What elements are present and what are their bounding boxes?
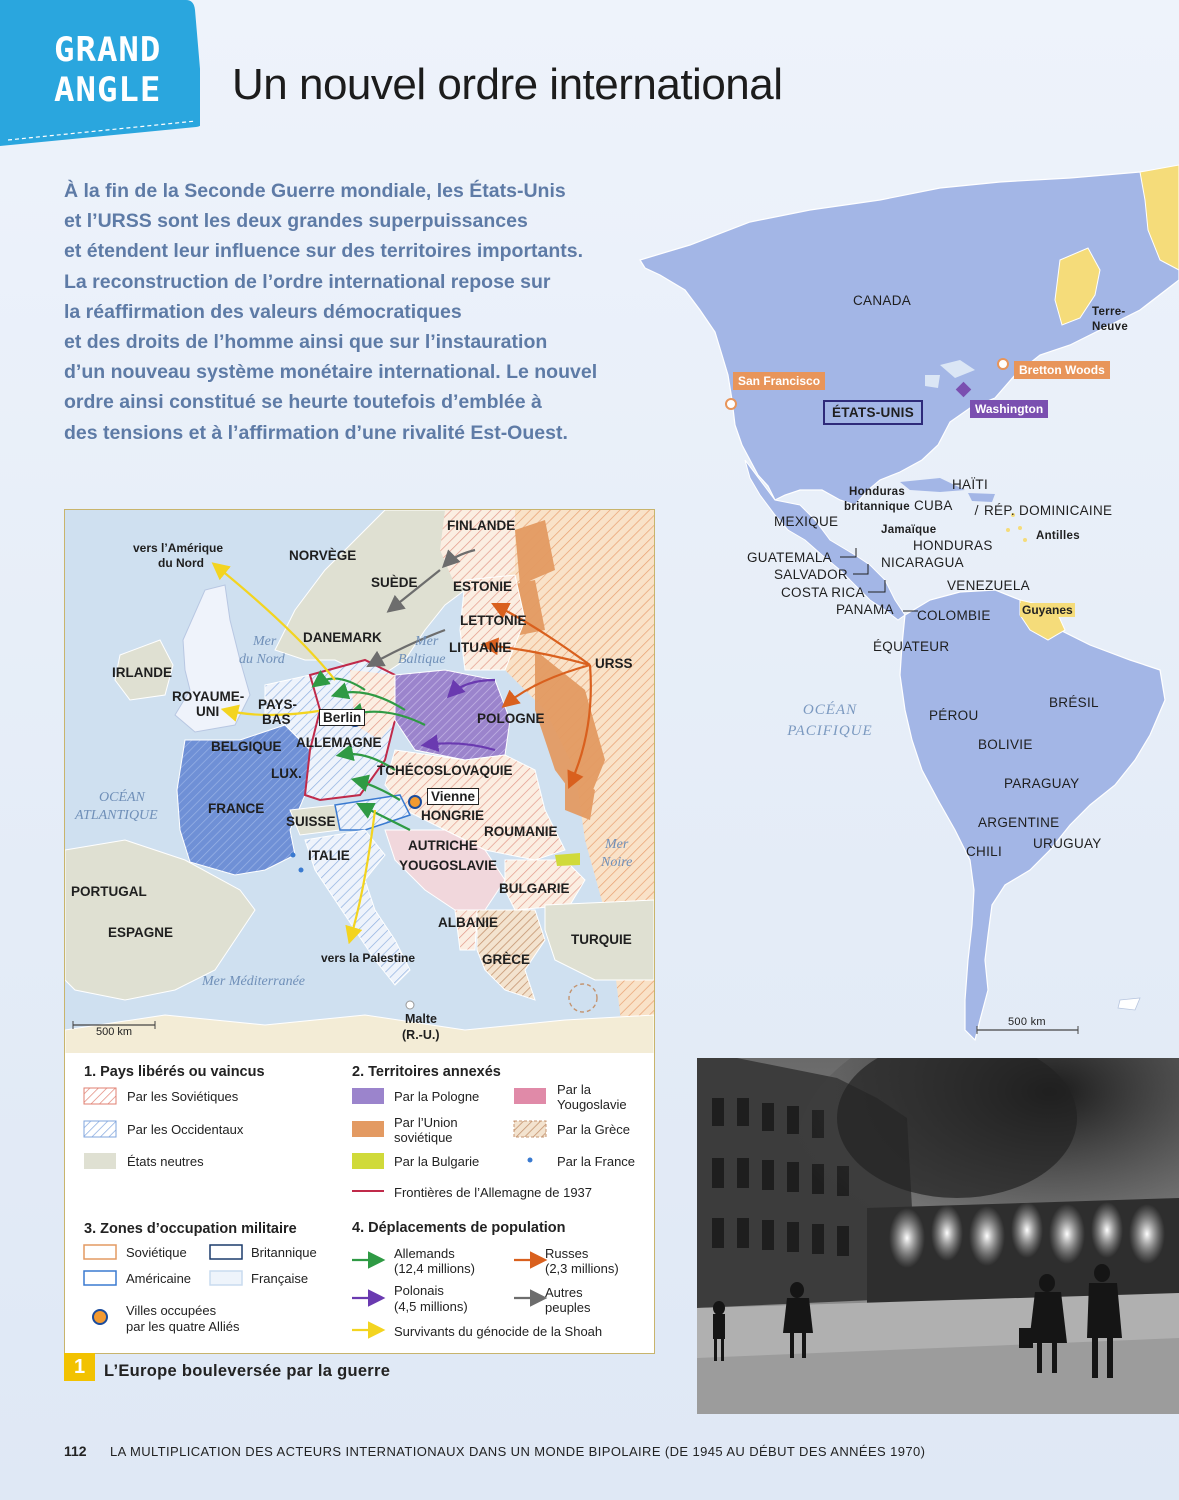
map-caption: L’Europe bouleversée par la guerre [104, 1362, 391, 1380]
legend-section-4-title: 4. Déplacements de population [352, 1220, 566, 1236]
label-belgique: BELGIQUE [211, 739, 282, 754]
label-guyanes: Guyanes [1022, 603, 1073, 617]
label-cuba: CUBA [914, 498, 953, 513]
intro-line: et des droits de l’homme ainsi que sur l’instauration [64, 330, 548, 353]
map-legend [64, 1053, 655, 1354]
label-ocean-atlantique-2: ATLANTIQUE [75, 808, 158, 823]
label-suede: SUÈDE [371, 575, 418, 590]
label-portugal: PORTUGAL [71, 884, 147, 899]
label-argentine: ARGENTINE [978, 815, 1060, 830]
label-ocean-atlantique-1: OCÉAN [99, 790, 145, 805]
legend-russes-2: (2,3 millions) [545, 1261, 619, 1276]
legend-russes-1: Russes [545, 1246, 589, 1261]
label-mer-du-nord-2: du Nord [239, 652, 285, 667]
label-vienne: Vienne [427, 788, 479, 805]
tag-bretton-woods: Bretton Woods [1014, 361, 1110, 379]
label-norvege: NORVÈGE [289, 548, 357, 563]
legend-allemands-1: Allemands [394, 1246, 455, 1261]
war-photo [697, 1058, 1179, 1414]
label-tchecoslovaquie: TCHÉCOSLOVAQUIE [377, 763, 513, 778]
label-paraguay: PARAGUAY [1004, 776, 1080, 791]
label-albanie: ALBANIE [438, 915, 498, 930]
banner-line-2: ANGLE [54, 70, 162, 110]
war-photo-image [697, 1058, 1179, 1414]
label-suisse: SUISSE [286, 814, 336, 829]
label-finlande: FINLANDE [447, 518, 516, 533]
legend-par-urss-2: soviétique [394, 1130, 453, 1145]
label-honduras-brit-2: britannique [844, 501, 910, 513]
intro-paragraph [64, 176, 634, 448]
label-jamaique: Jamaïque [881, 524, 937, 536]
label-equateur: ÉQUATEUR [873, 639, 950, 654]
tag-san-francisco: San Francisco [733, 372, 825, 390]
label-france: FRANCE [208, 801, 265, 816]
intro-line: des tensions et à l’affirmation d’une rivalité Est-Ouest. [64, 421, 568, 444]
legend-autres-1: Autres [545, 1285, 583, 1300]
label-haiti: HAÏTI [952, 477, 989, 492]
label-pays-bas-2: BAS [262, 712, 291, 727]
legend-section-2-title: 2. Territoires annexés [352, 1064, 501, 1080]
label-mer-baltique-1: Mer [415, 634, 439, 649]
label-mer-mediterranee: Mer Méditerranée [202, 974, 306, 989]
label-mer-du-nord-1: Mer [253, 634, 277, 649]
americas-scale-label: 500 km [1008, 1016, 1046, 1028]
label-espagne: ESPAGNE [108, 925, 174, 940]
label-berlin: Berlin [319, 709, 365, 726]
label-vers-amerique-1: vers l’Amérique [133, 541, 224, 555]
legend-zone-francaise: Française [251, 1271, 309, 1286]
legend-shoah: Survivants du génocide de la Shoah [394, 1324, 603, 1339]
intro-line: La reconstruction de l’ordre international repose sur [64, 270, 551, 293]
legend-par-grece: Par la Grèce [557, 1122, 630, 1137]
legend-zone-britannique: Britannique [251, 1245, 317, 1260]
legend-par-bulgarie: Par la Bulgarie [394, 1154, 480, 1169]
legend-zone-sovietique: Soviétique [126, 1245, 187, 1260]
label-lux: LUX. [271, 766, 302, 781]
label-royaume-uni-2: UNI [196, 704, 220, 719]
page-number: 112 [64, 1443, 87, 1459]
label-malte-1: Malte [405, 1012, 437, 1026]
label-perou: PÉROU [929, 708, 979, 723]
label-salvador: SALVADOR [774, 567, 848, 582]
legend-villes-occupees-1: Villes occupées [126, 1303, 217, 1318]
north-africa-shape [65, 1015, 654, 1054]
label-ocean-pacifique-1: OCÉAN [802, 702, 858, 718]
label-vers-palestine: vers la Palestine [321, 951, 416, 965]
label-italie: ITALIE [308, 848, 350, 863]
legend-par-urss-1: Par l’Union [394, 1115, 458, 1130]
legend-par-yougoslavie-2: Yougoslavie [557, 1097, 627, 1112]
label-terre-neuve-2: Neuve [1092, 321, 1129, 333]
label-nicaragua: NICARAGUA [881, 555, 964, 570]
legend-frontieres-1937: Frontières de l’Allemagne de 1937 [394, 1185, 593, 1200]
label-mer-noire-1: Mer [605, 837, 629, 852]
label-lettonie: LETTONIE [460, 613, 527, 628]
label-mer-noire-2: Noire [601, 855, 633, 870]
label-royaume-uni-1: ROYAUME- [172, 689, 245, 704]
legend-section-1-title: 1. Pays libérés ou vaincus [84, 1064, 265, 1080]
label-bolivie: BOLIVIE [978, 737, 1033, 752]
label-mer-baltique-2: Baltique [398, 652, 446, 667]
label-bresil: BRÉSIL [1049, 695, 1099, 710]
label-ocean-pacifique-2: PACIFIQUE [787, 723, 873, 739]
label-allemagne: ALLEMAGNE [296, 735, 382, 750]
label-danemark: DANEMARK [303, 630, 382, 645]
label-rep-dominicaine: RÉP. DOMINICAINE [984, 503, 1113, 518]
label-roumanie: ROUMANIE [484, 824, 558, 839]
label-irlande: IRLANDE [112, 665, 172, 680]
label-terre-neuve-1: Terre- [1092, 306, 1126, 318]
label-etats-unis: ÉTATS-UNIS [823, 400, 923, 425]
legend-polonais-2: (4,5 millions) [394, 1299, 468, 1314]
intro-line: et étendent leur influence sur des territoires importants. [64, 240, 584, 263]
legend-villes-occupees-2: par les quatre Alliés [126, 1319, 240, 1334]
intro-line: la réaffirmation des valeurs démocratiques [64, 300, 462, 323]
label-urss: URSS [595, 656, 633, 671]
legend-par-occidentaux: Par les Occidentaux [127, 1122, 244, 1137]
label-colombie: COLOMBIE [917, 608, 991, 623]
americas-map [600, 160, 1179, 1060]
intro-line: ordre ainsi constitué se heurte toutefois d’emblée à [64, 391, 542, 414]
legend-par-yougoslavie-1: Par la [557, 1082, 591, 1097]
legend-par-sovietiques: Par les Soviétiques [127, 1089, 239, 1104]
label-hongrie: HONGRIE [421, 808, 485, 823]
caption-number: 1 [64, 1353, 95, 1381]
tag-washington: Washington [970, 400, 1048, 418]
north-america-shape [640, 168, 1179, 505]
label-vers-amerique-2: du Nord [158, 556, 204, 570]
label-estonie: ESTONIE [453, 579, 513, 594]
label-autriche: AUTRICHE [408, 838, 478, 853]
label-antilles: Antilles [1036, 530, 1080, 542]
legend-zone-americaine: Américaine [126, 1271, 192, 1286]
banner-line-1: GRAND [54, 30, 162, 70]
label-uruguay: URUGUAY [1033, 836, 1102, 851]
legend-par-france: Par la France [557, 1154, 636, 1169]
legend-polonais-1: Polonais [394, 1283, 444, 1298]
running-footer: LA MULTIPLICATION DES ACTEURS INTERNATIONAUX DANS UN MONDE BIPOLAIRE (DE 1945 AU DÉBUT DES ANNÉES 1970) [110, 1444, 926, 1459]
label-turquie: TURQUIE [571, 932, 632, 947]
europe-map [64, 509, 655, 1055]
label-venezuela: VENEZUELA [947, 578, 1030, 593]
label-pologne: POLOGNE [477, 711, 545, 726]
label-guatemala: GUATEMALA [747, 550, 832, 565]
intro-line: et l’URSS sont les deux grandes superpuissances [64, 210, 528, 233]
label-honduras-brit-1: Honduras [849, 486, 906, 498]
label-mexique: MEXIQUE [774, 514, 839, 529]
label-yougoslavie: YOUGOSLAVIE [399, 858, 498, 873]
grand-angle-banner [0, 0, 200, 150]
page-title: Un nouvel ordre international [232, 60, 783, 109]
label-pays-bas-1: PAYS- [258, 697, 298, 712]
label-costa-rica: COSTA RICA [781, 585, 865, 600]
intro-line: d’un nouveau système monétaire international. Le nouvel [64, 361, 598, 384]
label-lituanie: LITUANIE [449, 640, 512, 655]
legend-par-pologne: Par la Pologne [394, 1089, 480, 1104]
europe-scale-label: 500 km [96, 1026, 133, 1038]
legend-etats-neutres: États neutres [127, 1154, 204, 1169]
label-grece: GRÈCE [482, 952, 531, 967]
label-canada: CANADA [853, 293, 912, 308]
label-panama: PANAMA [836, 602, 894, 617]
label-malte-2: (R.-U.) [402, 1028, 440, 1042]
label-honduras: HONDURAS [913, 538, 993, 553]
intro-line: À la fin de la Seconde Guerre mondiale, les États-Unis [64, 180, 566, 202]
label-chili: CHILI [966, 844, 1003, 859]
legend-section-3-title: 3. Zones d’occupation militaire [84, 1221, 297, 1237]
legend-allemands-2: (12,4 millions) [394, 1261, 475, 1276]
hispaniola-shape [968, 493, 995, 502]
europe-map-shapes [65, 510, 654, 1054]
label-bulgarie: BULGARIE [499, 881, 570, 896]
legend-autres-2: peuples [545, 1300, 591, 1315]
